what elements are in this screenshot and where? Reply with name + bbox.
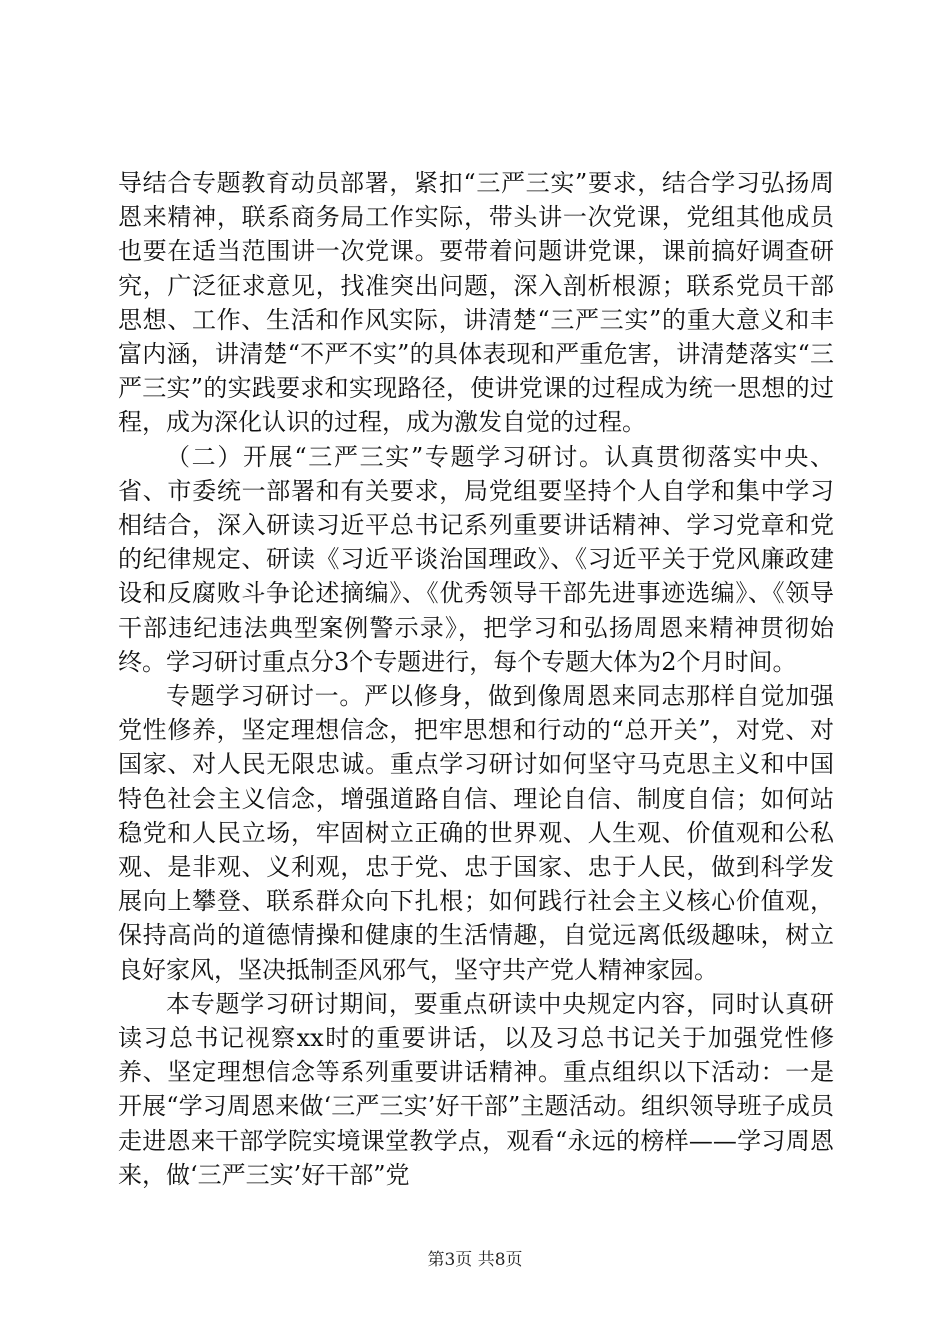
paragraph-2: （二）开展“三严三实”专题学习研讨。认真贯彻落实中央、省、市委统一部署和有关要求，局党组要坚持个人自学和集中学习相结合，深入研读习近平总书记系列重要讲话精神、学习党章和党的纪律规定、研读《习近平谈治国理政》、《习近平关于党风廉政建设和反腐败斗争论述摘编》、《优秀领导干部先进事迹选编》、《领导干部违纪违法典型案例警示录》，把学习和弘扬周恩来精神贯彻始终。学习研讨重点分3个专题进行，每个专题大体为2个月时间。 <box>118 442 834 676</box>
document-body <box>118 166 834 1192</box>
paragraph-3: 专题学习研讨一。严以修身，做到像周恩来同志那样自觉加强党性修养，坚定理想信念，把牢思想和行动的“总开关”，对党、对国家、对人民无限忠诚。重点学习研讨如何坚守马克思主义和中国特色社会主义信念，增强道路自信、理论自信、制度自信；如何站稳党和人民立场，牢固树立正确的世界观、人生观、价值观和公私观、是非观、义利观，忠于党、忠于国家、忠于人民，做到科学发展向上攀登、联系群众向下扎根；如何践行社会主义核心价值观，保持高尚的道德情操和健康的生活情趣，自觉远离低级趣味，树立良好家风，坚决抵制歪风邪气，坚守共产党人精神家园。 <box>118 682 834 984</box>
page-number-footer: 第3页 共8页 <box>427 1250 523 1270</box>
paragraph-1: 导结合专题教育动员部署，紧扣“三严三实”要求，结合学习弘扬周恩来精神，联系商务局工作实际，带头讲一次党课，党组其他成员也要在适当范围讲一次党课。要带着问题讲党课，课前搞好调查研究，广泛征求意见，找准突出问题，深入剖析根源；联系党员干部思想、工作、生活和作风实际，讲清楚“三严三实”的重大意义和丰富内涵，讲清楚“不严不实”的具体表现和严重危害，讲清楚落实“三严三实”的实践要求和实现路径，使讲党课的过程成为统一思想的过程，成为深化认识的过程，成为激发自觉的过程。 <box>118 169 834 437</box>
paragraph-4: 本专题学习研讨期间，要重点研读中央规定内容，同时认真研读习总书记视察xx时的重要讲话，以及习总书记关于加强党性修养、坚定理想信念等系列重要讲话精神。重点组织以下活动：一是开展“学习周恩来做‘三严三实’好干部”主题活动。组织领导班子成员走进恩来干部学院实境课堂教学点，观看“永远的榜样——学习周恩来，做‘三严三实’好干部”党 <box>118 989 834 1189</box>
